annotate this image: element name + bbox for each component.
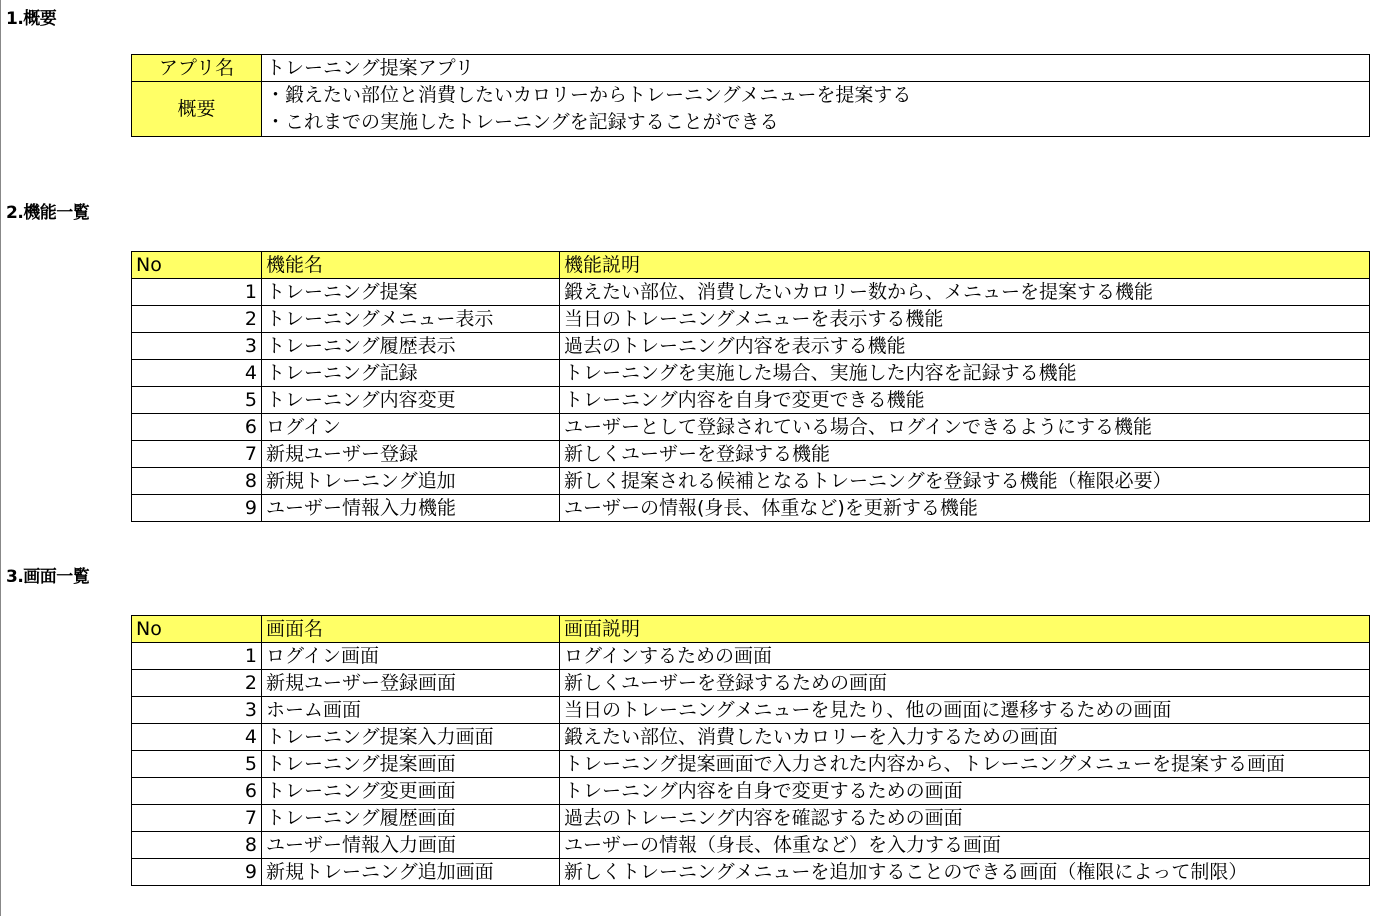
row-number: 6 [132,414,262,441]
table-row [132,306,1370,333]
row-number: 4 [132,724,262,751]
column-header-desc: 機能説明 [560,252,1370,279]
table-row [132,387,1370,414]
screens-table [131,615,1370,886]
table-row [132,333,1370,360]
table-row [132,805,1370,832]
row-number: 2 [132,306,262,333]
column-header-no: No [132,252,262,279]
screen-description: 新しくユーザーを登録するための画面 [560,670,1370,697]
feature-description: トレーニングを実施した場合、実施した内容を記録する機能 [560,360,1370,387]
feature-name: トレーニング内容変更 [262,387,560,414]
screen-description: 過去のトレーニング内容を確認するための画面 [560,805,1370,832]
screen-name: 新規ユーザー登録画面 [262,670,560,697]
feature-description: 新しく提案される候補となるトレーニングを登録する機能（権限必要） [560,468,1370,495]
row-number: 3 [132,333,262,360]
screen-description: 新しくトレーニングメニューを追加することのできる画面（権限によって制限） [560,859,1370,886]
row-number: 6 [132,778,262,805]
screen-name: ログイン画面 [262,643,560,670]
app-name-label: アプリ名 [132,55,262,82]
row-number: 9 [132,495,262,522]
feature-description: トレーニング内容を自身で変更できる機能 [560,387,1370,414]
row-number: 8 [132,468,262,495]
table-row [132,468,1370,495]
screens-header-row [132,616,1370,643]
row-number: 4 [132,360,262,387]
overview-value [262,82,1370,137]
feature-description: 新しくユーザーを登録する機能 [560,441,1370,468]
overview-label: 概要 [132,82,262,137]
screen-name: トレーニング履歴画面 [262,805,560,832]
table-row [132,643,1370,670]
table-row [132,414,1370,441]
feature-name: ログイン [262,414,560,441]
screen-description: トレーニング提案画面で入力された内容から、トレーニングメニューを提案する画面 [560,751,1370,778]
screen-description: ユーザーの情報（身長、体重など）を入力する画面 [560,832,1370,859]
app-name-value: トレーニング提案アプリ [262,55,1370,82]
summary-row-app-name [132,55,1370,82]
table-row [132,859,1370,886]
feature-description: 鍛えたい部位、消費したいカロリー数から、メニューを提案する機能 [560,279,1370,306]
screen-name: ユーザー情報入力画面 [262,832,560,859]
overview-line: ・鍛えたい部位と消費したいカロリーからトレーニングメニューを提案する [266,84,912,106]
feature-name: ユーザー情報入力機能 [262,495,560,522]
feature-name: 新規ユーザー登録 [262,441,560,468]
table-row [132,832,1370,859]
row-number: 5 [132,751,262,778]
table-row [132,751,1370,778]
column-header-name: 画面名 [262,616,560,643]
table-row [132,670,1370,697]
feature-name: トレーニング提案 [262,279,560,306]
summary-row-overview [132,82,1370,137]
left-divider [0,0,1,916]
screen-description: ログインするための画面 [560,643,1370,670]
feature-description: 過去のトレーニング内容を表示する機能 [560,333,1370,360]
table-row [132,495,1370,522]
feature-name: トレーニング記録 [262,360,560,387]
table-row [132,360,1370,387]
screen-description: 当日のトレーニングメニューを見たり、他の画面に遷移するための画面 [560,697,1370,724]
section-heading-screens: 3.画面一覧 [6,567,90,587]
screen-description: トレーニング内容を自身で変更するための画面 [560,778,1370,805]
features-table [131,251,1370,522]
column-header-no: No [132,616,262,643]
screen-description: 鍛えたい部位、消費したいカロリーを入力するための画面 [560,724,1370,751]
table-row [132,724,1370,751]
feature-name: トレーニング履歴表示 [262,333,560,360]
table-row [132,441,1370,468]
feature-description: 当日のトレーニングメニューを表示する機能 [560,306,1370,333]
column-header-name: 機能名 [262,252,560,279]
screen-name: ホーム画面 [262,697,560,724]
row-number: 3 [132,697,262,724]
column-header-desc: 画面説明 [560,616,1370,643]
row-number: 7 [132,805,262,832]
feature-description: ユーザーの情報(身長、体重など)を更新する機能 [560,495,1370,522]
features-header-row [132,252,1370,279]
feature-name: 新規トレーニング追加 [262,468,560,495]
section-heading-overview: 1.概要 [6,9,57,29]
feature-description: ユーザーとして登録されている場合、ログインできるようにする機能 [560,414,1370,441]
summary-table [131,54,1370,137]
overview-line: ・これまでの実施したトレーニングを記録することができる [266,111,779,133]
row-number: 1 [132,279,262,306]
row-number: 8 [132,832,262,859]
row-number: 5 [132,387,262,414]
row-number: 2 [132,670,262,697]
table-row [132,778,1370,805]
screen-name: トレーニング変更画面 [262,778,560,805]
table-row [132,697,1370,724]
feature-name: トレーニングメニュー表示 [262,306,560,333]
row-number: 9 [132,859,262,886]
row-number: 7 [132,441,262,468]
screen-name: 新規トレーニング追加画面 [262,859,560,886]
table-row [132,279,1370,306]
section-heading-features: 2.機能一覧 [6,203,90,223]
row-number: 1 [132,643,262,670]
screen-name: トレーニング提案入力画面 [262,724,560,751]
screen-name: トレーニング提案画面 [262,751,560,778]
